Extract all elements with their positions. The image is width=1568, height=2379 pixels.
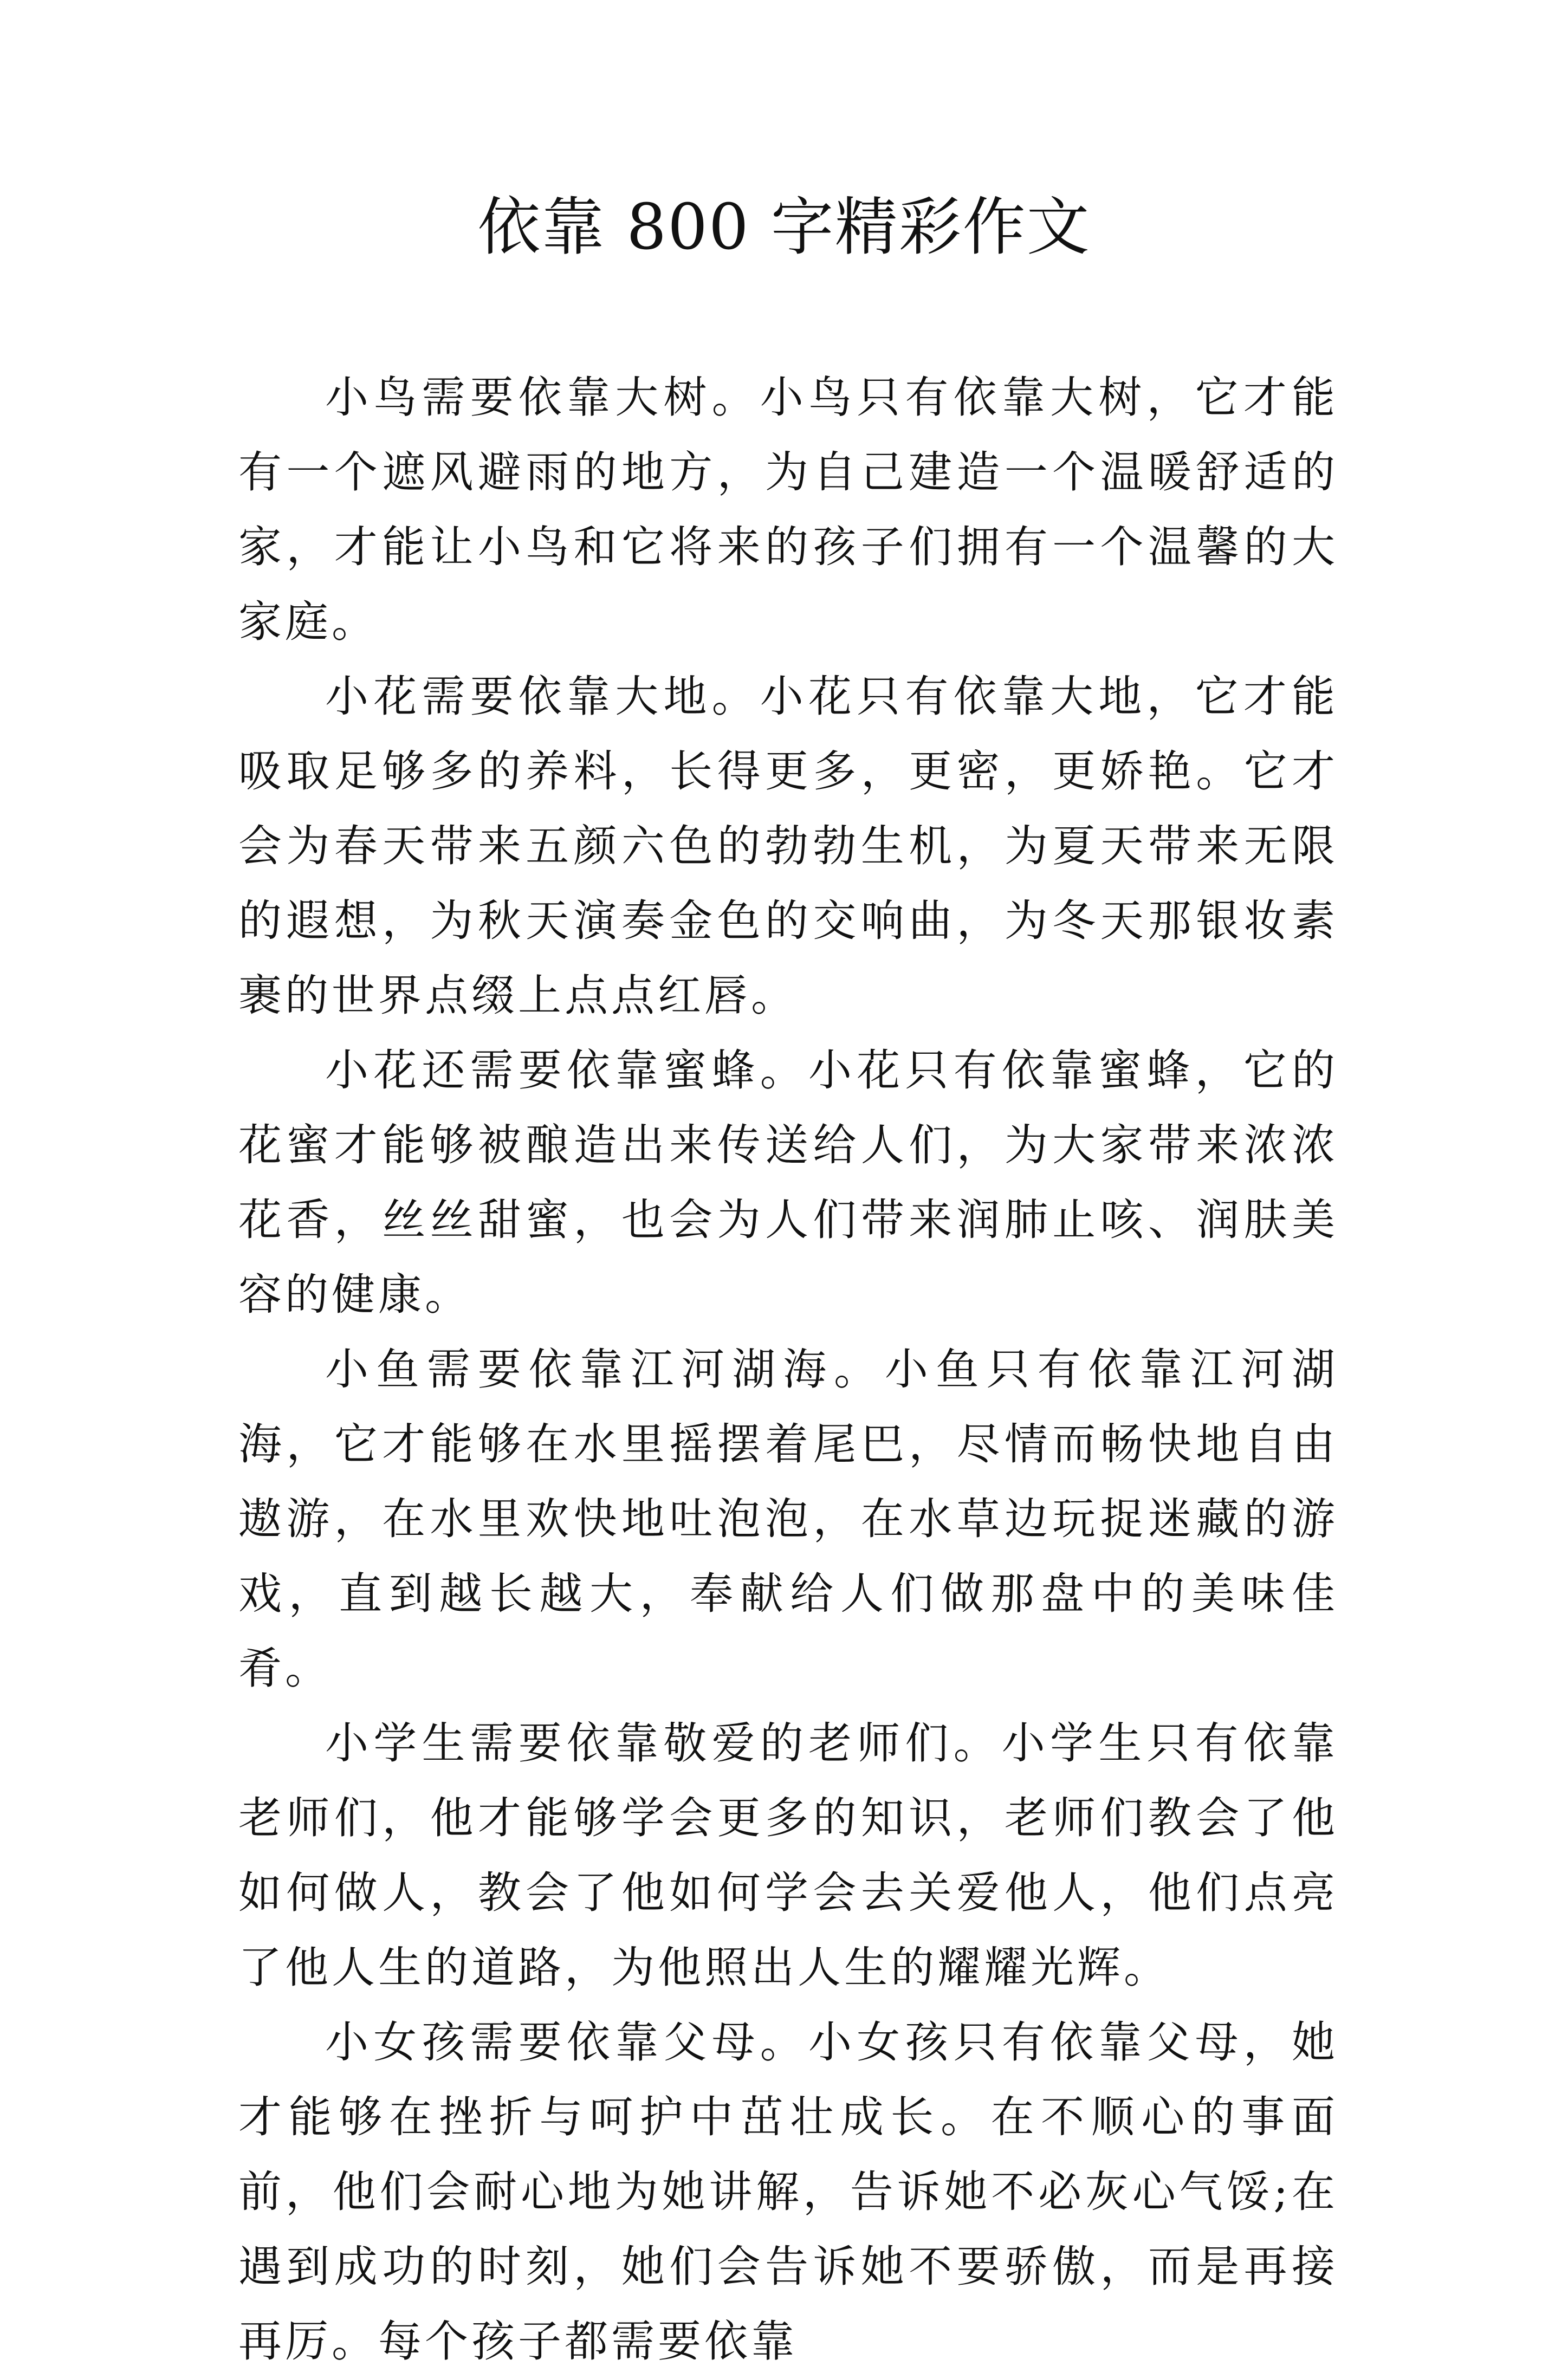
paragraph-flower-earth: 小花需要依靠大地。小花只有依靠大地，它才能吸取足够多的养料，长得更多，更密，更娇艳。它才会为春天带来五颜六色的勃勃生机，为夏天带来无限的遐想，为秋天演奏金色的交响曲，为冬天那银妆素裹的世界点缀上点点红唇。 [238,671,1338,1021]
paragraph-flower-bee: 小花还需要依靠蜜蜂。小花只有依靠蜜蜂，它的花蜜才能够被酿造出来传送给人们，为大家带来浓浓花香，丝丝甜蜜，也会为人们带来润肺止咳、润肤美容的健康。 [238,1045,1338,1320]
paragraph-student: 小学生需要依靠敬爱的老师们。小学生只有依靠老师们，他才能够学会更多的知识，老师们教会了他如何做人，教会了他如何学会去关爱他人，他们点亮了他人生的道路，为他照出人生的耀耀光辉。 [238,1718,1338,1993]
paragraph-girl: 小女孩需要依靠父母。小女孩只有依靠父母，她才能够在挫折与呵护中茁壮成长。在不顺心的事面前，他们会耐心地为她讲解，告诉她不必灰心气馁;在遇到成功的时刻，她们会告诉她不要骄傲，而是再接再厉。每个孩子都需要依靠 [238,2017,1338,2367]
paragraph-fish: 小鱼需要依靠江河湖海。小鱼只有依靠江河湖海，它才能够在水里摇摆着尾巴，尽情而畅快地自由遨游，在水里欢快地吐泡泡，在水草边玩捉迷藏的游戏，直到越长越大，奉献给人们做那盘中的美味佳肴。 [238,1344,1338,1694]
document-title: 依靠 800 字精彩作文 [477,191,1091,264]
document-body [238,360,1338,2379]
paragraph-bird: 小鸟需要依靠大树。小鸟只有依靠大树，它才能有一个遮风避雨的地方，为自己建造一个温暖舒适的家，才能让小鸟和它将来的孩子们拥有一个温馨的大家庭。 [238,372,1338,647]
